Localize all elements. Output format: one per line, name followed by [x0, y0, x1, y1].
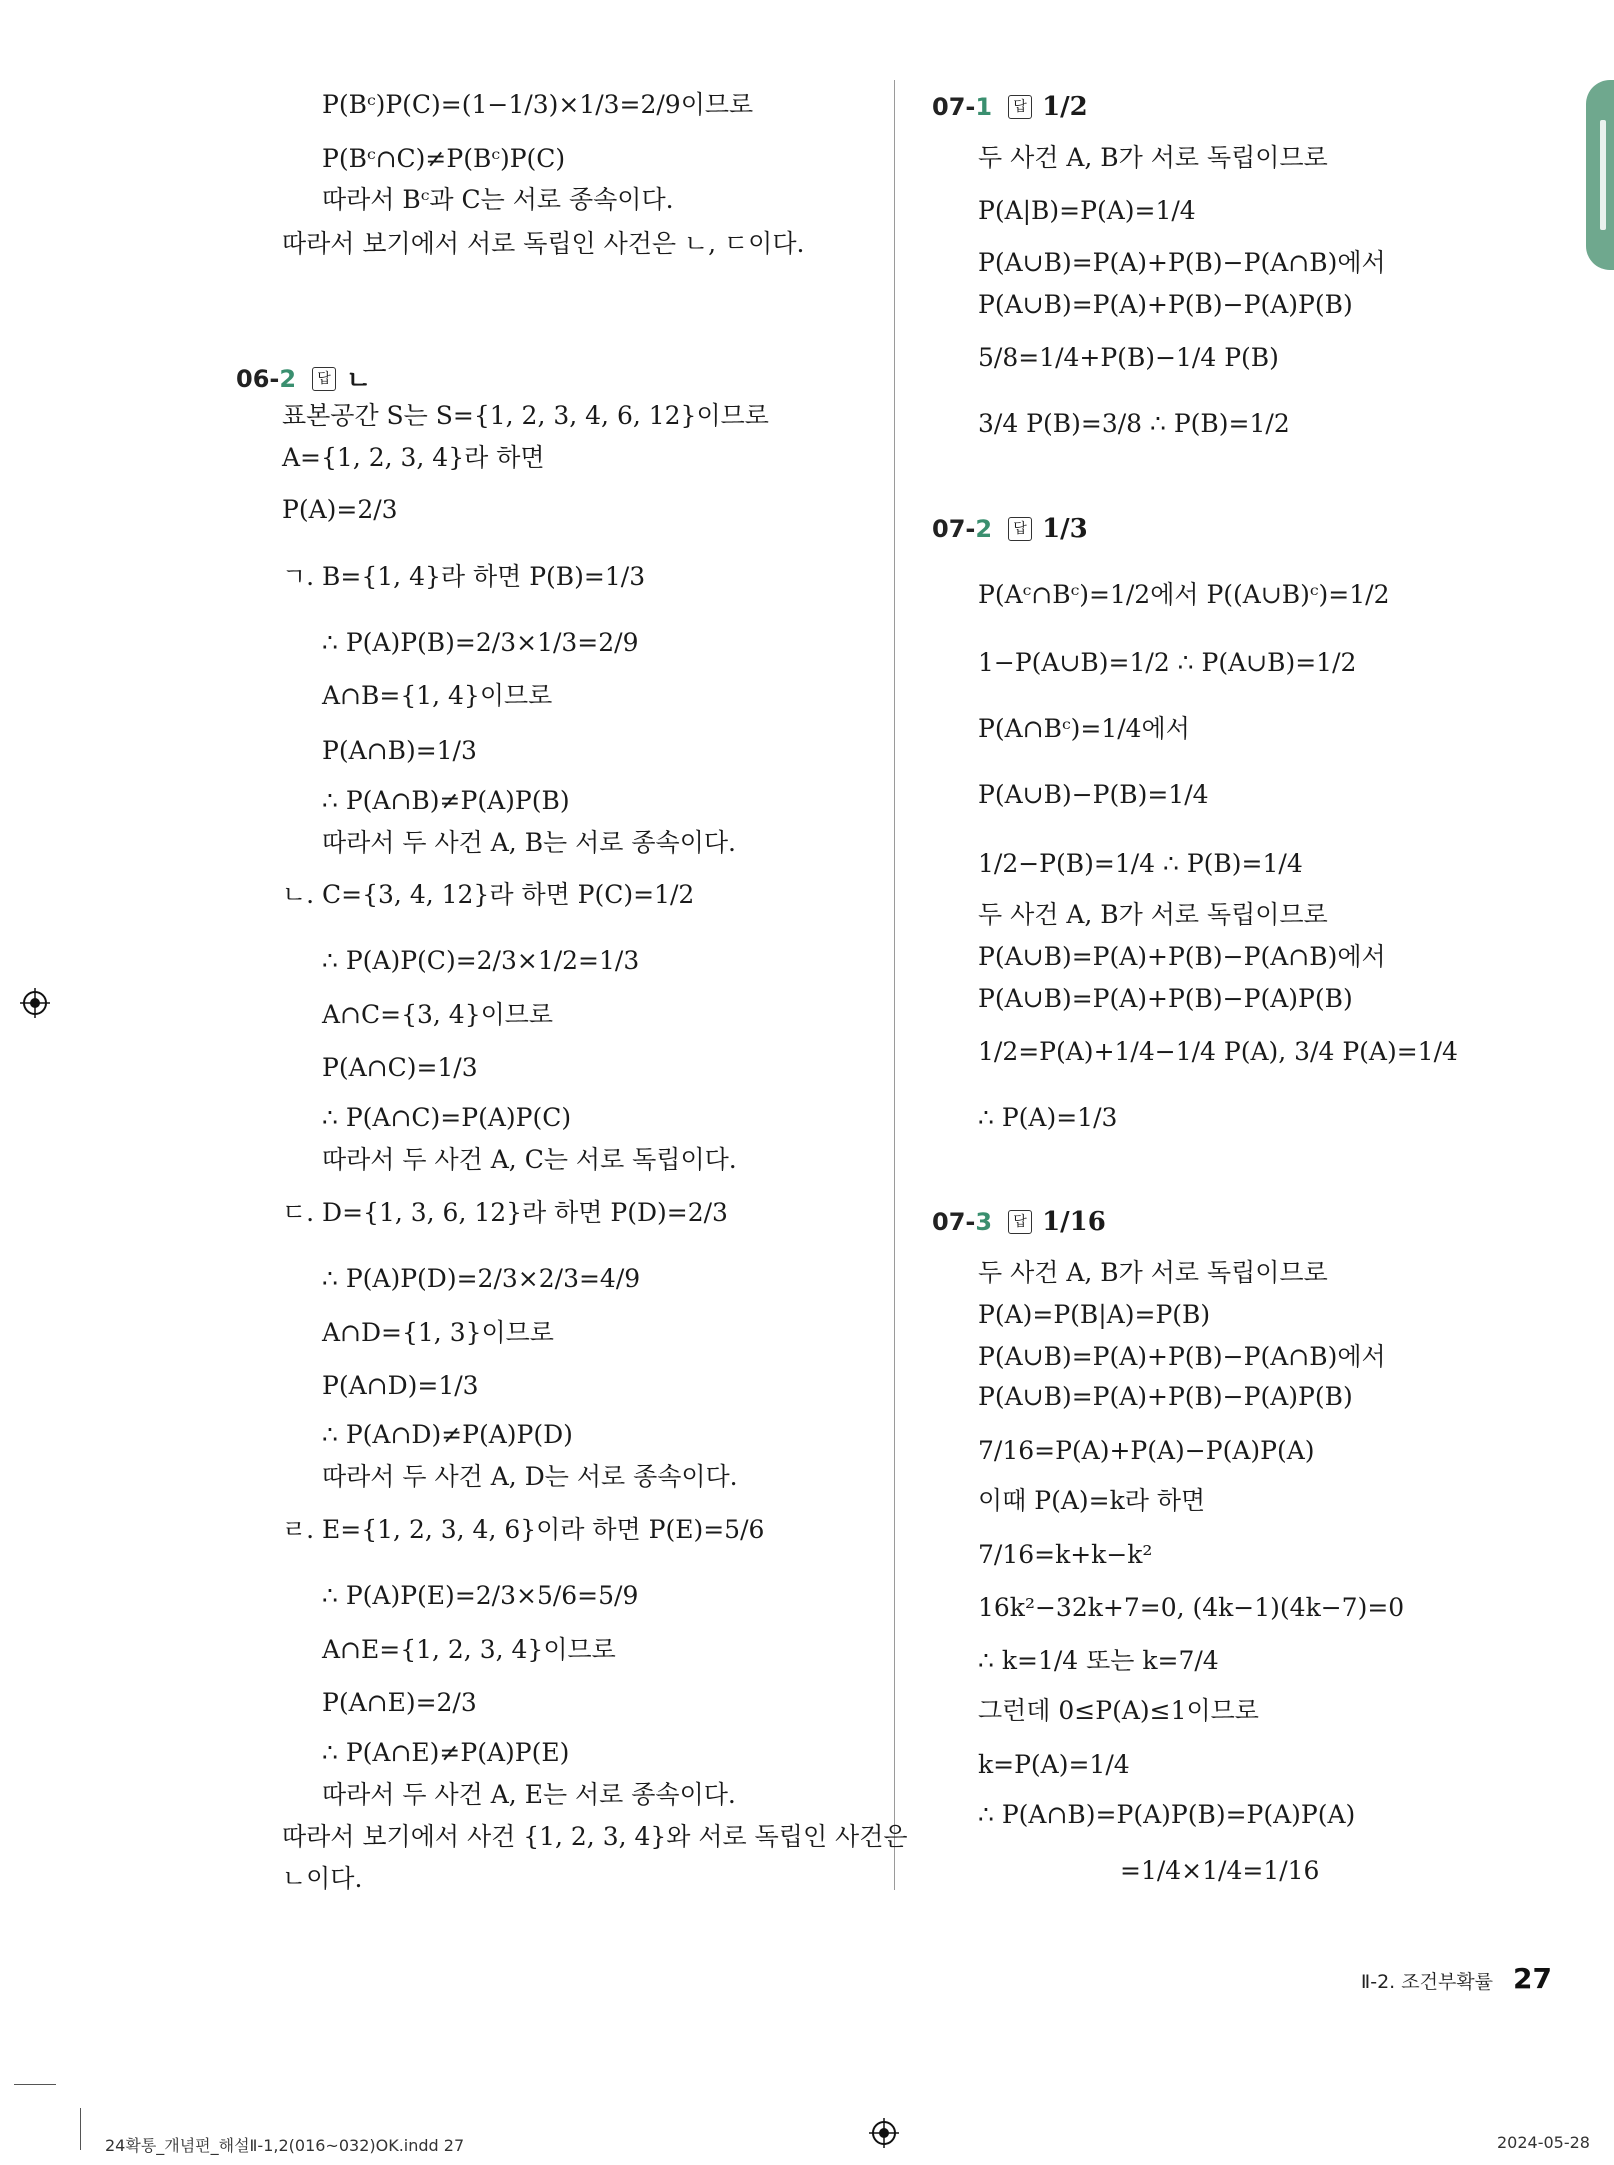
page-footer [1361, 1962, 1552, 1995]
answer-value: 1/3 [1042, 514, 1088, 544]
text-line: ㄱ. B={1, 4}라 하면 P(B)=1/3 [282, 562, 646, 591]
print-slug-date: 2024-05-28 [1497, 2133, 1590, 2152]
answer-badge: 답 [1008, 517, 1032, 541]
text-line: 따라서 보기에서 사건 {1, 2, 3, 4}와 서로 독립인 사건은 [282, 1822, 908, 1851]
text-line: P(A∪B)=P(A)+P(B)−P(A)P(B) [978, 1382, 1353, 1411]
text-line: 따라서 두 사건 A, D는 서로 종속이다. [322, 1462, 738, 1491]
text-line: P(A)=P(B|A)=P(B) [978, 1300, 1211, 1329]
problem-heading-06-2 [236, 360, 371, 397]
problem-number: 07-1 [932, 93, 993, 121]
text-line: 3/4 P(B)=3/8 ∴ P(B)=1/2 [978, 409, 1290, 438]
text-line: 두 사건 A, B가 서로 독립이므로 [978, 143, 1328, 172]
text-line: 7/16=P(A)+P(A)−P(A)P(A) [978, 1436, 1315, 1465]
text-line: 16k²−32k+7=0, (4k−1)(4k−7)=0 [978, 1593, 1405, 1622]
text-line: ∴ P(A∩B)=P(A)P(B)=P(A)P(A) [978, 1800, 1356, 1829]
text-line: ㄹ. E={1, 2, 3, 4, 6}이라 하면 P(E)=5/6 [282, 1515, 765, 1544]
text-line: P(A∪B)−P(B)=1/4 [978, 780, 1209, 809]
text-line: 따라서 Bᶜ과 C는 서로 종속이다. [322, 185, 674, 214]
text-line: ∴ P(A)P(B)=2/3×1/3=2/9 [322, 628, 639, 657]
text-line: P(Bᶜ)P(C)=(1−1/3)×1/3=2/9이므로 [322, 90, 754, 119]
text-line: P(A∩C)=1/3 [322, 1053, 478, 1082]
text-line: ∴ P(A∩B)≠P(A)P(B) [322, 786, 570, 815]
text-line: ∴ P(A)P(E)=2/3×5/6=5/9 [322, 1581, 639, 1610]
text-line: ∴ P(A)P(D)=2/3×2/3=4/9 [322, 1264, 641, 1293]
text-line: A∩C={3, 4}이므로 [322, 1000, 554, 1029]
text-line: P(A∪B)=P(A)+P(B)−P(A∩B)에서 [978, 248, 1386, 277]
text-line: 이때 P(A)=k라 하면 [978, 1486, 1206, 1515]
text-line: 표본공간 S는 S={1, 2, 3, 4, 6, 12}이므로 [282, 401, 769, 430]
text-line: ∴ P(A)P(C)=2/3×1/2=1/3 [322, 946, 640, 975]
problem-number: 06-2 [236, 364, 297, 393]
problem-heading-07-2 [932, 514, 1088, 544]
side-chapter-tab [1586, 80, 1614, 270]
text-line: P(A∪B)=P(A)+P(B)−P(A∩B)에서 [978, 1342, 1386, 1371]
text-line: P(A|B)=P(A)=1/4 [978, 196, 1196, 225]
text-line: P(A∩D)=1/3 [322, 1371, 479, 1400]
answer-value: 1/2 [1042, 92, 1088, 122]
text-line: 따라서 보기에서 서로 독립인 사건은 ㄴ, ㄷ이다. [282, 229, 805, 258]
registration-mark-icon [869, 2118, 899, 2148]
text-line: A∩E={1, 2, 3, 4}이므로 [322, 1635, 616, 1664]
text-line: P(Aᶜ∩Bᶜ)=1/2에서 P((A∪B)ᶜ)=1/2 [978, 580, 1390, 609]
text-line: 1/2−P(B)=1/4 ∴ P(B)=1/4 [978, 849, 1303, 878]
problem-number: 07-3 [932, 1208, 993, 1236]
answer-badge: 답 [312, 367, 336, 391]
answer-value: ㄴ [346, 366, 372, 396]
answer-badge: 답 [1008, 95, 1032, 119]
text-line: 그런데 0≤P(A)≤1이므로 [978, 1696, 1259, 1725]
text-line: 5/8=1/4+P(B)−1/4 P(B) [978, 343, 1279, 372]
text-line: A={1, 2, 3, 4}라 하면 [282, 443, 545, 472]
text-line: A∩D={1, 3}이므로 [322, 1318, 554, 1347]
page-number: 27 [1513, 1962, 1552, 1995]
text-line: 7/16=k+k−k² [978, 1540, 1153, 1569]
text-line: 두 사건 A, B가 서로 독립이므로 [978, 1258, 1328, 1287]
text-line: ∴ P(A)=1/3 [978, 1103, 1118, 1132]
text-line: P(A∩Bᶜ)=1/4에서 [978, 714, 1190, 743]
text-line: ∴ P(A∩C)=P(A)P(C) [322, 1103, 572, 1132]
chapter-label: Ⅱ-2. 조건부확률 [1360, 1971, 1494, 1993]
text-line: ㄷ. D={1, 3, 6, 12}라 하면 P(D)=2/3 [282, 1198, 728, 1227]
text-line: P(A∪B)=P(A)+P(B)−P(A)P(B) [978, 984, 1353, 1013]
text-line: 두 사건 A, B가 서로 독립이므로 [978, 900, 1328, 929]
text-line: 1−P(A∪B)=1/2 ∴ P(A∪B)=1/2 [978, 648, 1357, 677]
text-line: 따라서 두 사건 A, E는 서로 종속이다. [322, 1780, 736, 1809]
crop-mark [80, 2108, 81, 2150]
text-line: P(A)=2/3 [282, 495, 398, 524]
print-slug-filename: 24확통_개념편_해설Ⅱ-1,2(016~032)OK.indd 27 [105, 2136, 465, 2155]
text-line: 따라서 두 사건 A, C는 서로 독립이다. [322, 1145, 737, 1174]
registration-mark-icon [20, 988, 50, 1018]
problem-heading-07-1 [932, 92, 1088, 122]
text-line: k=P(A)=1/4 [978, 1750, 1130, 1779]
crop-mark [14, 2084, 56, 2085]
column-divider [894, 80, 895, 1890]
answer-value: 1/16 [1042, 1207, 1106, 1237]
text-line: P(Bᶜ∩C)≠P(Bᶜ)P(C) [322, 144, 566, 173]
problem-number: 07-2 [932, 515, 993, 543]
text-line: ∴ P(A∩D)≠P(A)P(D) [322, 1420, 573, 1449]
problem-heading-07-3 [932, 1207, 1106, 1237]
text-line: 1/2=P(A)+1/4−1/4 P(A), 3/4 P(A)=1/4 [978, 1037, 1458, 1066]
text-line: =1/4×1/4=1/16 [1120, 1856, 1320, 1885]
text-line: ∴ P(A∩E)≠P(A)P(E) [322, 1738, 570, 1767]
text-line: ㄴ. C={3, 4, 12}라 하면 P(C)=1/2 [282, 880, 695, 909]
text-line: ∴ k=1/4 또는 k=7/4 [978, 1646, 1219, 1675]
text-line: P(A∩E)=2/3 [322, 1688, 477, 1717]
text-line: A∩B={1, 4}이므로 [322, 681, 553, 710]
answer-badge: 답 [1008, 1210, 1032, 1234]
text-line: ㄴ이다. [282, 1864, 363, 1893]
text-line: 따라서 두 사건 A, B는 서로 종속이다. [322, 828, 736, 857]
text-line: P(A∩B)=1/3 [322, 736, 477, 765]
text-line: P(A∪B)=P(A)+P(B)−P(A∩B)에서 [978, 942, 1386, 971]
text-line: P(A∪B)=P(A)+P(B)−P(A)P(B) [978, 290, 1353, 319]
